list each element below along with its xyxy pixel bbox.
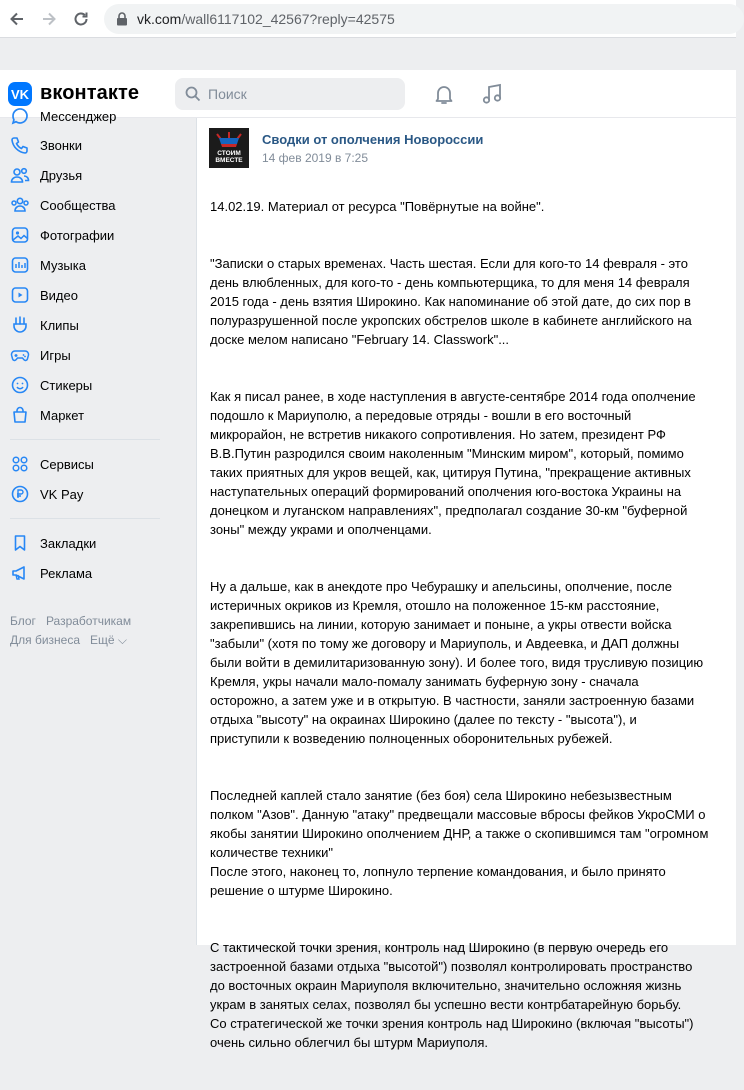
post-paragraph: Как я писал ранее, в ходе наступления в августе-сентябре 2014 года ополчение подошло к Мариуполю, а передовые отряды - вошли в его восточный микрорайон, не встретив никакого сопротивления. Но затем, президент РФ В.В.Путин разродился своим наколенным "Минским миром", который, помимо таких приятных для укров вещей, как, цитируя Путина, "прекращение активных наступательных операций формирований ополчения юго-востока Украины на донецком и луганском направлениях", предполагал создание 30-км "буферной зоны" между украми и ополченцами. bbox=[210, 389, 696, 537]
bell-icon[interactable] bbox=[432, 82, 456, 106]
sidebar-item-video[interactable] bbox=[10, 281, 160, 309]
sidebar-item-label: Сообщества bbox=[40, 197, 116, 213]
sidebar-item-ads[interactable] bbox=[10, 559, 160, 587]
back-arrow-icon[interactable] bbox=[6, 8, 28, 30]
browser-toolbar bbox=[0, 0, 736, 38]
bookmark-icon bbox=[10, 533, 30, 553]
search-box[interactable] bbox=[175, 78, 405, 110]
photo-icon bbox=[10, 225, 30, 245]
music-note-icon[interactable] bbox=[480, 82, 504, 106]
phone-icon bbox=[10, 135, 30, 155]
post-date[interactable]: 14 фев 2019 в 7:25 bbox=[262, 151, 369, 165]
vk-logo-icon[interactable]: VK bbox=[8, 82, 32, 106]
address-bar[interactable] bbox=[104, 4, 744, 34]
services-icon bbox=[10, 454, 30, 474]
wall-post bbox=[196, 118, 736, 1050]
footer-links-row-1 bbox=[10, 614, 141, 628]
games-icon bbox=[10, 345, 30, 365]
search-icon bbox=[185, 86, 201, 107]
sidebar-item-clips[interactable] bbox=[10, 311, 160, 339]
reload-icon[interactable] bbox=[70, 8, 92, 30]
sidebar-item-label: Друзья bbox=[40, 167, 83, 183]
sidebar-item-label: Музыка bbox=[40, 257, 86, 273]
music-icon bbox=[10, 255, 30, 275]
sidebar-item-label: Звонки bbox=[40, 137, 82, 153]
sidebar-divider bbox=[10, 439, 160, 440]
sidebar-item-label: Клипы bbox=[40, 317, 79, 333]
sidebar-item-friends[interactable] bbox=[10, 161, 160, 189]
sidebar-item-bookmarks[interactable] bbox=[10, 529, 160, 557]
footer-links-row-2 bbox=[10, 633, 137, 648]
video-icon bbox=[10, 285, 30, 305]
forward-arrow-icon[interactable] bbox=[38, 8, 60, 30]
sidebar-item-label: Закладки bbox=[40, 535, 97, 551]
post-paragraph: С тактической точки зрения, контроль над Широкино (в первую очередь его застроенной базами отдыха "высотой") позволял контролировать пространство до восточных окраин Мариуполя включительно, значительно осложняя жизнь украм в занятых селах, позволял бы успешно вести контрбатарейную борьбу. Со стратегической же точки зрения контроль над Широкино (включая "высоты") очень сильно облегчил бы штурм Мариуполя. bbox=[210, 940, 694, 1050]
sidebar-item-communities[interactable] bbox=[10, 191, 160, 219]
search-input[interactable] bbox=[208, 78, 398, 110]
sidebar-divider bbox=[10, 518, 160, 519]
footer-link-business[interactable]: Для бизнеса bbox=[10, 633, 81, 647]
footer-link-developers[interactable]: Разработчикам bbox=[45, 614, 132, 628]
sidebar-item-label: Мессенджер bbox=[40, 108, 117, 124]
brand-name[interactable]: вконтакте bbox=[40, 82, 140, 104]
url-text: vk.com/wall6117102_42567?reply=42575 bbox=[137, 11, 395, 27]
post-paragraph: Последней каплей стало занятие (без боя) села Широкино небезызвестным полком "Азов". Данную "атаку" предвещали массовые вбросы фейков УкроСМИ о якобы занятии Широкино ополчением ДНР, а также о скопившимся там "огромном количестве техники" После этого, наконец то, лопнуло терпение командования, и было принято решение о штурме Широкино. bbox=[210, 788, 709, 898]
clips-icon bbox=[10, 315, 30, 335]
post-author[interactable]: Сводки от ополчения Новороссии bbox=[262, 132, 484, 147]
sidebar-item-music[interactable] bbox=[10, 251, 160, 279]
sidebar-item-label: Маркет bbox=[40, 407, 85, 423]
friends-icon bbox=[10, 165, 30, 185]
sidebar-item-label: Реклама bbox=[40, 565, 93, 581]
community-avatar[interactable] bbox=[209, 128, 249, 168]
post-paragraph: Ну а дальше, как в анекдоте про Чебурашку и апельсины, ополчение, после истеричных окриков из Кремля, отошло на положенное 15-км расстояние, закрепившись на линии, которую занимает и поныне, а укры отвести войска "забыли" (хотя по тому же договору и Мариуполь, и Авдеевка, и ДАП должны были войти в демилитаризованную зону). И более того, видя трусливую позицию Кремля, укры начали мало-помалу занимать буферную зону - сначала осторожно, а затем уже и в открытую. В частности, заняли застроенную базами отдыха "высоту" на окраинах Широкино (далее по тексту - "высота"), и приступили к возведению полноценных оборонительных рубежей. bbox=[210, 579, 704, 746]
sidebar-item-label: Игры bbox=[40, 347, 71, 363]
post-text bbox=[210, 178, 710, 1090]
communities-icon bbox=[10, 195, 30, 215]
stickers-icon bbox=[10, 375, 30, 395]
svg-text:ВМЕСТЕ: ВМЕСТЕ bbox=[215, 157, 243, 164]
left-sidebar bbox=[0, 108, 175, 945]
footer-link-more[interactable]: Ещё ⌵ bbox=[90, 633, 127, 647]
sidebar-item-games[interactable] bbox=[10, 341, 160, 369]
sidebar-item-vkpay[interactable] bbox=[10, 480, 160, 508]
post-paragraph: "Записки о старых временах. Часть шестая. Если для кого-то 14 февраля - это день влюбленных, для кого-то - день компьютерщика, то для меня 14 февраля 2015 года - день взятия Широкино. Как напоминание об этой дате, до сих пор в полуразрушенной после укропских обстрелов школе в кабинете английского на доске мелом написано "February 14. Classwork"... bbox=[210, 256, 692, 347]
footer-link-blog[interactable]: Блог bbox=[10, 614, 36, 628]
vkpay-icon bbox=[10, 484, 30, 504]
sidebar-item-calls[interactable] bbox=[10, 131, 160, 159]
post-paragraph: 14.02.19. Материал от ресурса "Повёрнутые на войне". bbox=[210, 199, 545, 214]
lock-icon[interactable] bbox=[116, 12, 128, 31]
sidebar-item-label: VK Pay bbox=[40, 486, 84, 502]
messenger-icon bbox=[10, 106, 30, 126]
sidebar-item-stickers[interactable] bbox=[10, 371, 160, 399]
sidebar-item-photos[interactable] bbox=[10, 221, 160, 249]
sidebar-item-market[interactable] bbox=[10, 401, 160, 429]
sidebar-item-messenger[interactable] bbox=[10, 102, 160, 130]
sidebar-item-label: Сервисы bbox=[40, 456, 94, 472]
svg-text:СТОИМ: СТОИМ bbox=[217, 150, 241, 157]
sidebar-item-label: Видео bbox=[40, 287, 78, 303]
ads-icon bbox=[10, 563, 30, 583]
sidebar-item-label: Фотографии bbox=[40, 227, 115, 243]
sidebar-item-label: Стикеры bbox=[40, 377, 93, 393]
sidebar-item-services[interactable] bbox=[10, 450, 160, 478]
market-icon bbox=[10, 405, 30, 425]
